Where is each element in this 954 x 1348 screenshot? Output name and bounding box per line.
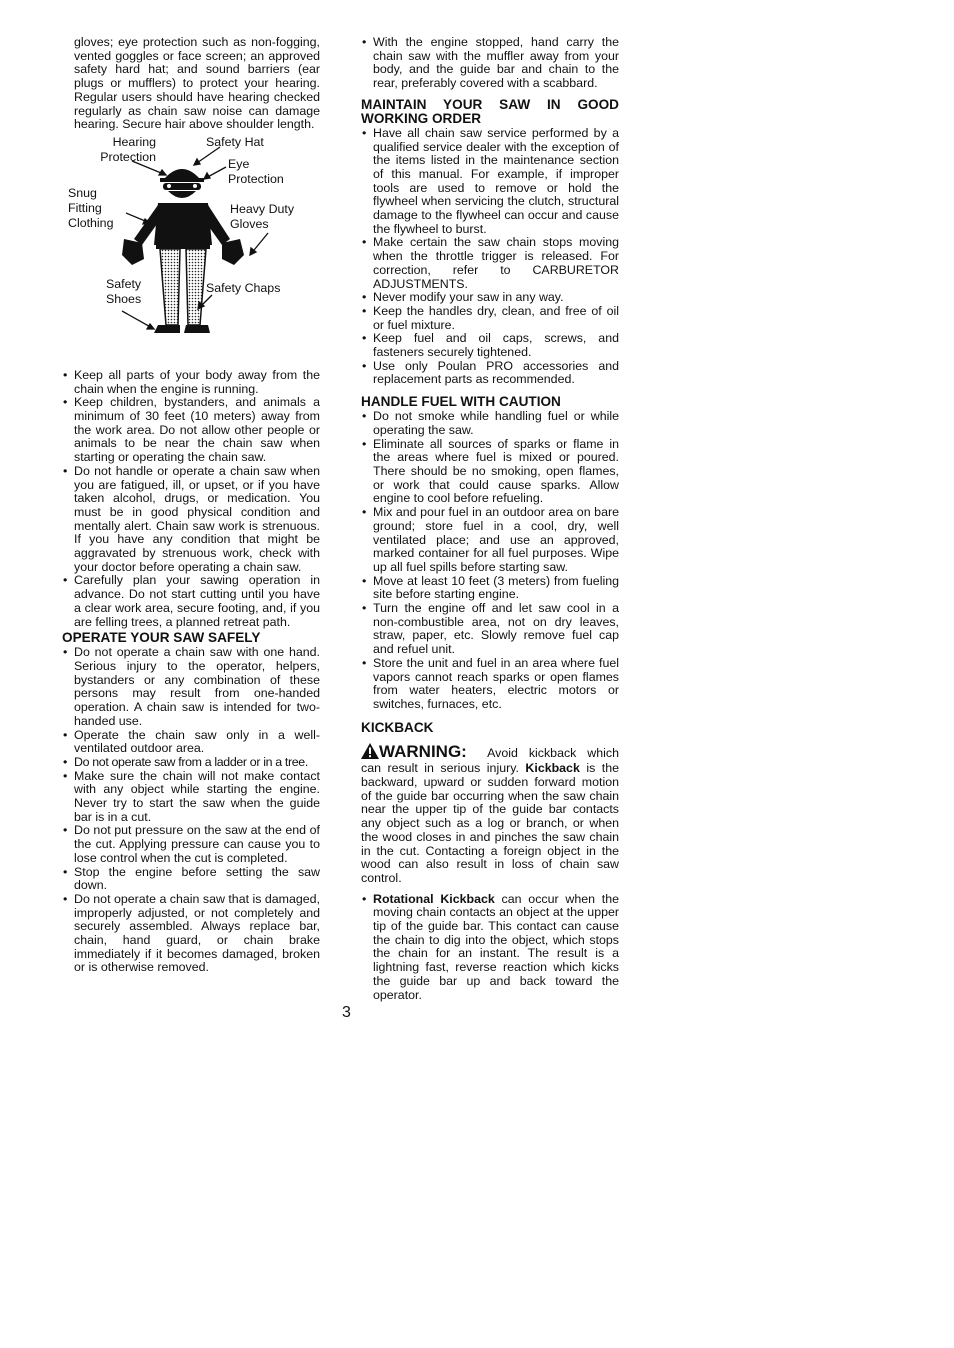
list-item: • Mix and pour fuel in an outdoor area on bare ground; store fuel in a cool, dry, well ventilated place; and use an approved, marked container for all fuel purposes. Wipe up all fuel spills before starting saw. bbox=[361, 506, 619, 575]
list-item: • Make sure the chain will not make contact with any object while starting the engine. Never try to start the saw when the guide bar is in a cut. bbox=[62, 770, 320, 825]
safety-hat-icon bbox=[164, 169, 200, 179]
warning-triangle-icon bbox=[361, 743, 379, 763]
intro-paragraph: gloves; eye protection such as non-fogging, vented goggles or face screen; an approved safety hard hat; and sound barriers (ear plugs or mufflers) to protect your hearing. Regular users should have hearing checked regularly as chain saw noise can damage hearing. Secure hair above shoulder length. bbox=[74, 35, 320, 132]
warning-lead-text: Avoid kickback which can result in serious injury. bbox=[361, 745, 619, 776]
label-hearing-protection: Hearing Protection bbox=[100, 134, 156, 164]
left-column bbox=[62, 36, 320, 975]
list-item: • Carefully plan your sawing operation in advance. Do not start cutting until you have a clear work area, secure footing, and, if you are felling trees, a planned retreat path. bbox=[62, 574, 320, 629]
label-safety-hat: Safety Hat bbox=[206, 134, 264, 149]
safety-shoe-icon bbox=[154, 325, 180, 333]
label-eye-protection: Eye Protection bbox=[228, 156, 284, 186]
list-item: • Turn the engine off and let saw cool in a non-combustible area, not on dry leaves, straw, paper, etc. Slowly remove fuel cap and refuel unit. bbox=[361, 602, 619, 657]
label-safety-shoes: Safety Shoes bbox=[106, 276, 142, 306]
list-item: • Do not operate a chain saw with one hand. Serious injury to the operator, helpers, bystanders or any combination of these persons may result from one-handed operation. A chain saw is intended for two-handed use. bbox=[62, 646, 320, 728]
maintain-list bbox=[361, 127, 619, 387]
fuel-list bbox=[361, 410, 619, 711]
glove-right-icon bbox=[222, 239, 244, 265]
list-item: • Keep children, bystanders, and animals a minimum of 30 feet (10 meters) away from the work area. Do not allow other people or animals to be near the chain saw when starting or operating the chain saw. bbox=[62, 396, 320, 465]
warning-label: WARNING: bbox=[379, 741, 467, 761]
list-item: • Have all chain saw service performed by a qualified service dealer with the exception of the items listed in the maintenance section of this manual. For example, if improper tools are used to remove or hold the flywheel when servicing the clutch, structural damage to the flywheel can occur and cause the flywheel to burst. bbox=[361, 127, 619, 237]
kickback-definition: is the backward, upward or sudden forward motion of the guide bar occurring when the saw chain near the upper tip of the guide bar contacts any object such as a log or branch, or when the wood closes in and pinches the saw chain in the cut. Contacting a foreign object in the wood can also result in loss of chain saw control. bbox=[361, 761, 619, 885]
heading-kickback: KICKBACK bbox=[361, 719, 434, 735]
label-heavy-duty-gloves: Heavy Duty Gloves bbox=[230, 201, 295, 231]
list-item: • Keep the handles dry, clean, and free of oil or fuel mixture. bbox=[361, 305, 619, 332]
list-item: • Keep fuel and oil caps, screws, and fasteners securely tightened. bbox=[361, 332, 619, 359]
body-safety-list bbox=[62, 369, 320, 629]
operate-safely-list bbox=[62, 646, 320, 975]
list-item bbox=[361, 893, 619, 1003]
list-item: • Use only Poulan PRO accessories and replacement parts as recommended. bbox=[361, 360, 619, 387]
list-item: • Do not operate saw from a ladder or in a tree. bbox=[62, 756, 320, 770]
list-item: • Make certain the saw chain stops moving when the throttle trigger is released. For correction, refer to CARBURETOR ADJUSTMENTS. bbox=[361, 236, 619, 291]
list-item: • Do not put pressure on the saw at the end of the cut. Applying pressure can cause you to lose control when the cut is completed. bbox=[62, 824, 320, 865]
list-item: • Move at least 10 feet (3 meters) from fueling site before starting engine. bbox=[361, 575, 619, 602]
jacket-icon bbox=[154, 203, 212, 245]
list-item: • Keep all parts of your body away from the chain when the engine is running. bbox=[62, 369, 320, 396]
rotational-kickback-term: Rotational Kickback bbox=[373, 891, 495, 906]
heading-handle-fuel: HANDLE FUEL WITH CAUTION bbox=[361, 394, 561, 410]
list-item: • Eliminate all sources of sparks or flame in the areas where fuel is mixed or poured. There should be no smoking, open flames, or work that could cause sparks. Allow engine to cool before refueling. bbox=[361, 438, 619, 507]
page-number: 3 bbox=[342, 1004, 351, 1021]
list-item: • Do not operate a chain saw that is damaged, improperly adjusted, or not completely and securely assembled. Always replace bar, chain, hand guard, or chain brake immediately if it becomes damaged, broken or is otherwise removed. bbox=[62, 893, 320, 975]
list-item: • Operate the chain saw only in a well-ventilated outdoor area. bbox=[62, 729, 320, 756]
list-item: • Store the unit and fuel in an area where fuel vapors cannot reach sparks or open flames from water heaters, electric motors or switches, furnaces, etc. bbox=[361, 657, 619, 712]
safety-apparel-figure bbox=[62, 135, 320, 361]
heading-maintain-saw: MAINTAIN YOUR SAW IN GOOD WORKING ORDER bbox=[361, 96, 619, 126]
carry-list bbox=[361, 36, 619, 91]
safety-chaps-icon bbox=[160, 249, 180, 325]
label-safety-chaps: Safety Chaps bbox=[206, 280, 281, 295]
kickback-term: Kickback bbox=[525, 761, 580, 776]
right-column bbox=[361, 36, 619, 1002]
list-item: • Do not smoke while handling fuel or while operating the saw. bbox=[361, 410, 619, 437]
kickback-warning bbox=[361, 743, 619, 886]
label-snug-fitting-clothing: Snug Fitting Clothing bbox=[68, 185, 114, 230]
kickback-list bbox=[361, 893, 619, 1003]
glove-left-icon bbox=[122, 239, 144, 265]
list-item: • With the engine stopped, hand carry the chain saw with the muffler away from your body, and the guide bar and chain to the rear, preferably covered with a scabbard. bbox=[361, 36, 619, 91]
list-item: • Never modify your saw in any way. bbox=[361, 291, 619, 305]
list-item: • Stop the engine before setting the saw down. bbox=[62, 866, 320, 893]
list-item: • Do not handle or operate a chain saw when you are fatigued, ill, or upset, or if you have taken alcohol, drugs, or medication. You must be in good physical condition and mentally alert. Chain saw work is strenuous. If you have any condition that might be aggravated by strenuous work, check with your doctor before operating a chain saw. bbox=[62, 465, 320, 575]
heading-operate-safely: OPERATE YOUR SAW SAFELY bbox=[62, 630, 261, 646]
rotational-kickback-definition: can occur when the moving chain contacts an object at the upper tip of the guide bar. This contact can cause the chain to dig into the object, which stops the chain for an instant. The result is a lightning fast, reverse reaction which kicks the guide bar up and back toward the operator. bbox=[373, 891, 619, 1002]
